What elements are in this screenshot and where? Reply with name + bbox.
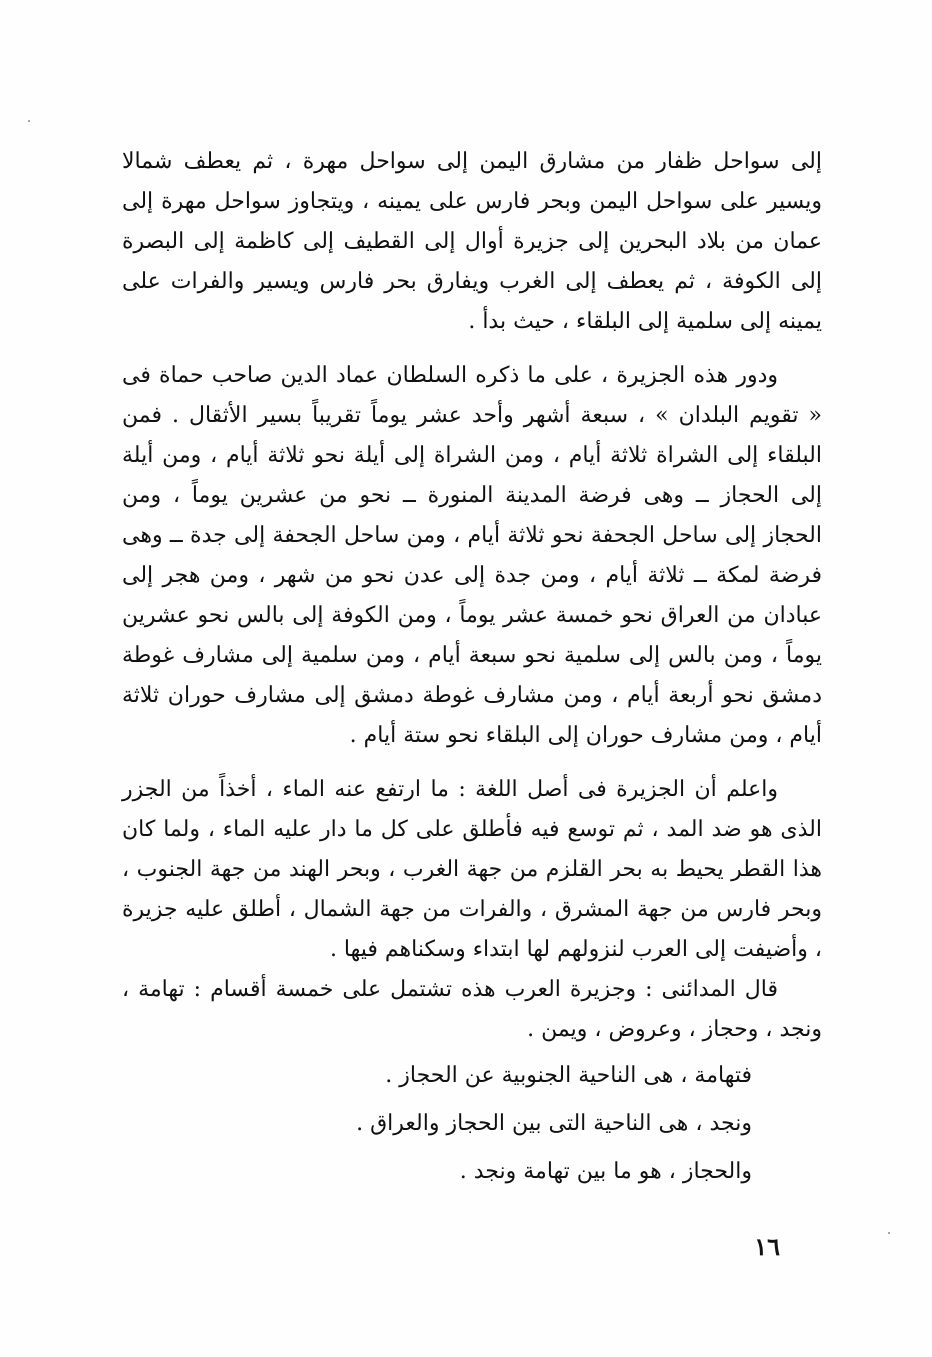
paragraph-coastline: إلى سواحل ظفار من مشارق اليمن إلى سواحل مهرة ، ثم يعطف شمالا ويسير على سواحل اليمن وبحر فارس على يمينه ، ويتجاوز سواحل مهرة إلى عمان من بلاد البحرين إلى جزيرة أوال إلى القطيف إلى كاظمة إلى البصرة إلى الكوفة ، ثم يعطف إلى الغرب ويفارق بحر فارس ويسير والفرات على يمينه إلى سلمية إلى البلقاء ، حيث بدأ . — [122, 149, 822, 334]
scan-speck — [888, 1232, 890, 1234]
paragraph-etymology: واعلم أن الجزيرة فى أصل اللغة : ما ارتفع عنه الماء ، أخذاً من الجزر الذى هو ضد المد ، ثم توسع فيه فأطلق على كل ما دار عليه الماء ، ولما كان هذا القطر يحيط به بحر القلزم من جهة الغرب ، وبحر الهند من جهة الجنوب ، وبحر فارس من جهة المشرق ، والفرات من جهة الشمال ، أطلق عليه جزيرة ، وأضيفت إلى العرب لنزولهم لها ابتداء وسكناهم فيها . — [122, 777, 822, 962]
paragraph-madaini-divisions: قال المدائنى : وجزيرة العرب هذه تشتمل على خمسة أقسام : تهامة ، ونجد ، وحجاز ، وعروض ، ويمن . — [122, 977, 822, 1042]
paragraph-circumference: ودور هذه الجزيرة ، على ما ذكره السلطان عماد الدين صاحب حماة فى « تقويم البلدان » ، سبعة أشهر وأحد عشر يوماً تقريباً بسير الأثقال . فمن البلقاء إلى الشراة ثلاثة أيام ، ومن الشراة إلى أيلة نحو ثلاثة أيام ، ومن أيلة إلى الحجاز ــ وهى فرضة المدينة المنورة ــ نحو من عشرين يوماً ، ومن الحجاز إلى ساحل الجحفة نحو ثلاثة أيام ، ومن ساحل الجحفة إلى جدة ــ وهى فرضة لمكة ــ ثلاثة أيام ، ومن جدة إلى عدن نحو من شهر ، ومن هجر إلى عبادان من العراق نحو خمسة عشر يوماً ، ومن الكوفة إلى بالس نحو عشرين يوماً ، ومن بالس إلى سلمية نحو سبعة أيام ، ومن سلمية إلى مشارف غوطة دمشق نحو أربعة أيام ، ومن مشارف غوطة دمشق إلى مشارف حوران ثلاثة أيام ، ومن مشارف حوران إلى البلقاء نحو ستة أيام . — [122, 363, 822, 748]
page-number: ١٦ — [754, 1232, 780, 1261]
division-hijaz: والحجاز ، هو ما بين تهامة ونجد . — [459, 1159, 752, 1184]
divisions-list — [122, 1052, 822, 1196]
division-tihama: فتهامة ، هى الناحية الجنوبية عن الحجاز . — [385, 1063, 752, 1088]
scan-speck — [28, 120, 30, 122]
body-text — [122, 142, 822, 1196]
division-najd: ونجد ، هى الناحية التى بين الحجاز والعراق . — [356, 1111, 752, 1136]
